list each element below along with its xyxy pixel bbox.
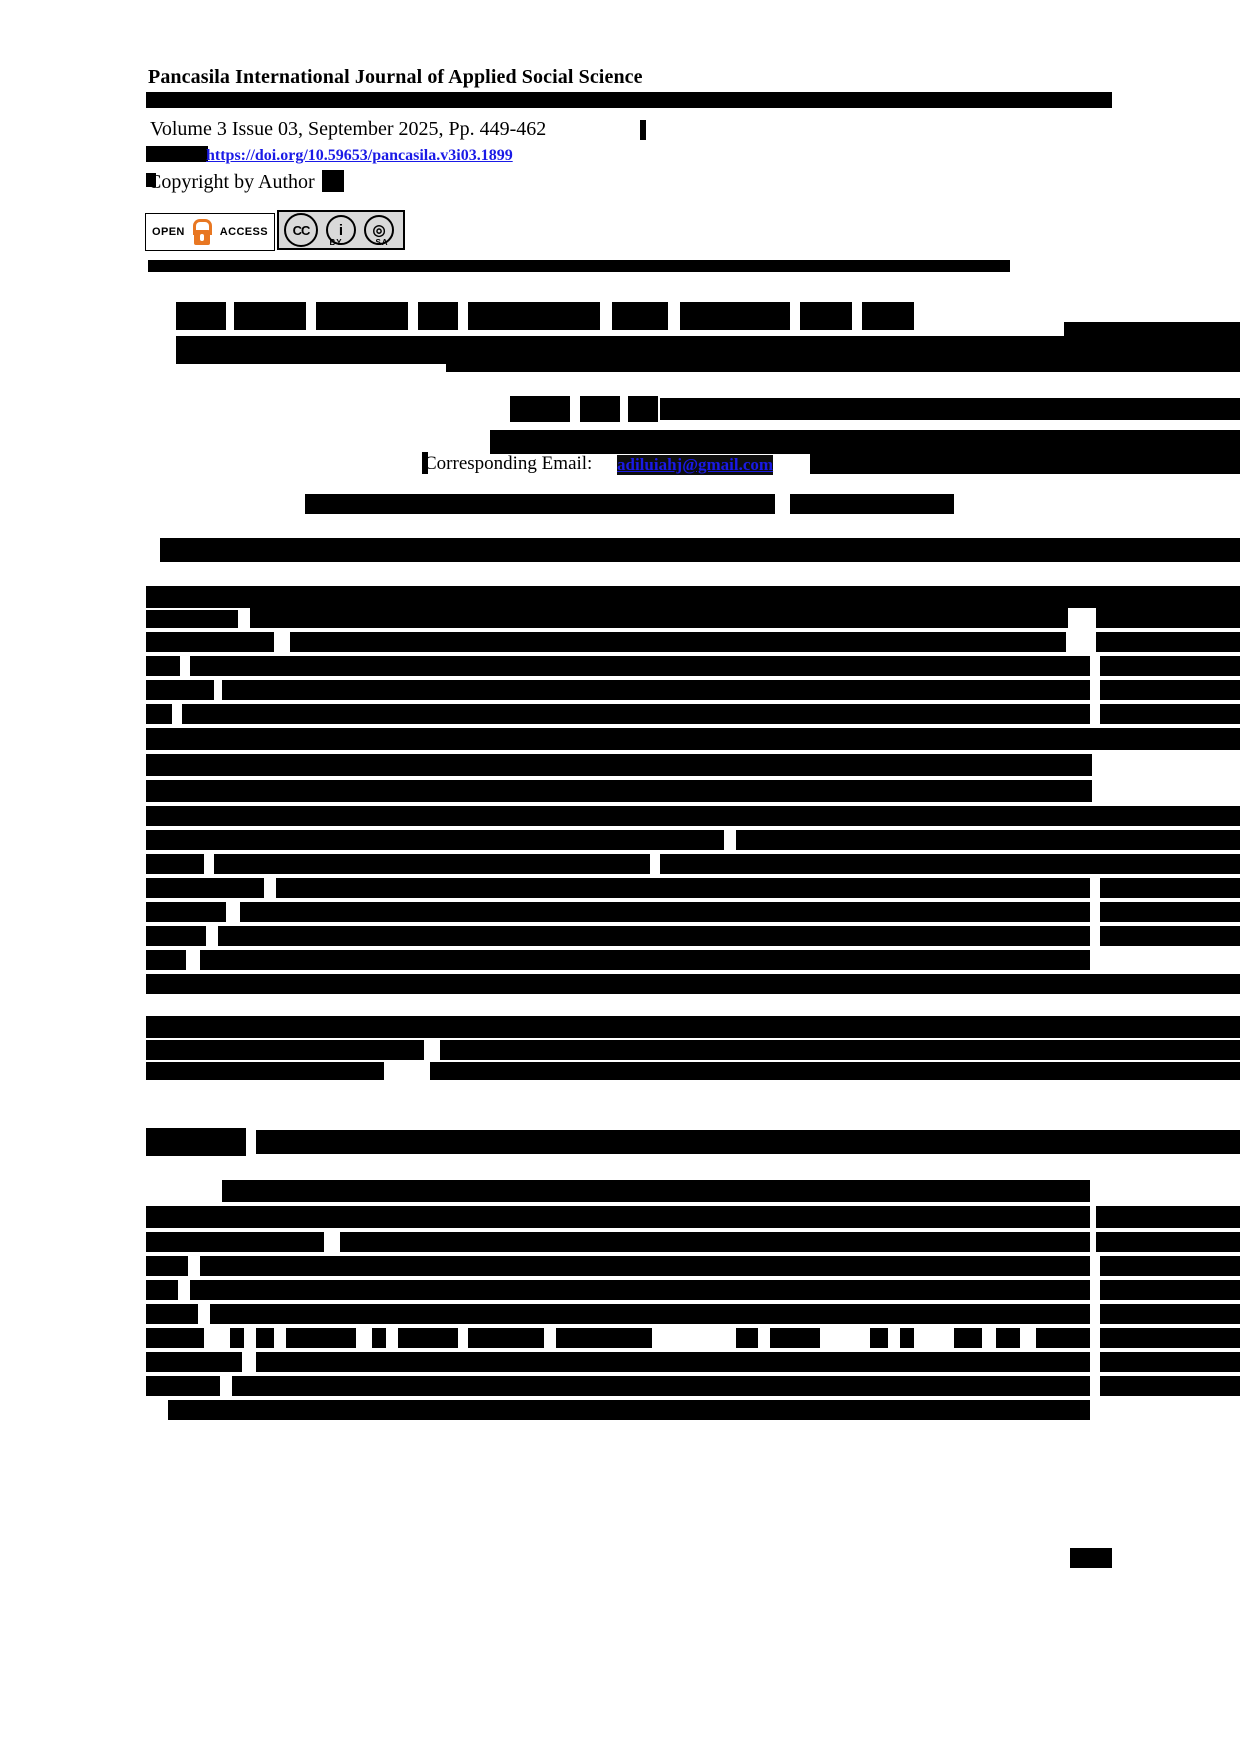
abstract-line xyxy=(250,608,1068,628)
abstract-line xyxy=(146,806,1240,826)
body-line xyxy=(340,1232,1090,1252)
abstract-line xyxy=(146,854,204,874)
body-line xyxy=(556,1328,652,1348)
abstract-line xyxy=(146,610,238,628)
author-redaction xyxy=(580,396,620,422)
body-line xyxy=(372,1328,386,1348)
abstract-line xyxy=(1100,926,1240,946)
body-line xyxy=(1100,1304,1240,1324)
copyright-line: Copyright by Author xyxy=(148,171,315,193)
cc-labels xyxy=(313,238,405,247)
copyright-end-mark xyxy=(322,170,344,192)
body-line xyxy=(256,1352,1090,1372)
journal-title: Pancasila International Journal of Applied Social Science xyxy=(148,66,643,88)
body-line xyxy=(200,1256,1090,1276)
title-redaction xyxy=(176,336,446,364)
open-access-label-right: ACCESS xyxy=(219,226,268,238)
title-redaction xyxy=(468,302,600,330)
abstract-line xyxy=(222,680,1090,700)
header-rule-top xyxy=(146,92,1112,108)
body-line xyxy=(146,1280,178,1300)
body-line xyxy=(146,1352,242,1372)
body-line xyxy=(146,1328,204,1348)
cc-mark-icon: CC xyxy=(284,213,318,247)
body-line xyxy=(770,1328,820,1348)
title-redaction xyxy=(680,302,790,330)
body-line xyxy=(222,1180,1090,1202)
abstract-line xyxy=(218,926,1090,946)
abstract-line xyxy=(146,754,1092,776)
body-line xyxy=(870,1328,888,1348)
abstract-line xyxy=(214,854,650,874)
body-line xyxy=(146,1304,198,1324)
body-line xyxy=(146,1256,188,1276)
abstract-line xyxy=(146,902,226,922)
dates-redaction xyxy=(790,494,954,514)
title-redaction xyxy=(316,302,408,330)
body-line xyxy=(286,1328,356,1348)
body-line xyxy=(1100,1352,1240,1372)
open-lock-icon xyxy=(192,219,212,245)
abstract-line xyxy=(1100,656,1240,676)
abstract-line xyxy=(146,586,1240,608)
abstract-line xyxy=(200,950,1090,970)
abstract-line xyxy=(290,632,1066,652)
body-line xyxy=(1096,1232,1240,1252)
body-line xyxy=(468,1328,544,1348)
body-line xyxy=(398,1328,458,1348)
abstract-line xyxy=(1100,878,1240,898)
cc-sa-label: SA xyxy=(375,238,389,247)
author-redaction xyxy=(510,396,570,422)
abstract-line xyxy=(1100,902,1240,922)
abstract-line xyxy=(146,830,724,850)
corresponding-email-redaction xyxy=(810,452,1240,474)
author-redaction xyxy=(628,396,658,422)
abstract-line xyxy=(146,950,186,970)
cc-by-icon: i xyxy=(326,215,356,245)
corresponding-email-label: Corresponding Email: xyxy=(424,453,593,474)
header-rule-bottom xyxy=(148,260,1010,272)
keywords-line xyxy=(430,1062,1240,1080)
open-access-label-left: OPEN xyxy=(152,226,185,238)
doi-link[interactable]: https://doi.org/10.59653/pancasila.v3i03.1899 xyxy=(206,147,513,164)
cc-by-label: BY xyxy=(329,238,343,247)
cc-sa-icon: ◎ xyxy=(364,215,394,245)
abstract-heading-redaction xyxy=(160,538,1240,562)
abstract-line xyxy=(146,878,264,898)
abstract-line xyxy=(146,780,1092,802)
abstract-line xyxy=(1096,608,1240,628)
page-number-redaction xyxy=(1070,1548,1112,1568)
body-line xyxy=(146,1232,324,1252)
abstract-line xyxy=(146,632,274,652)
abstract-line xyxy=(146,680,214,700)
author-redaction xyxy=(660,398,1240,420)
body-line xyxy=(146,1206,1090,1228)
corresponding-email-link[interactable]: adiluiahj@gmail.com xyxy=(617,455,774,474)
abstract-line xyxy=(736,830,1240,850)
abstract-line xyxy=(182,704,1090,724)
body-line xyxy=(1100,1256,1240,1276)
title-redaction xyxy=(612,302,668,330)
abstract-line xyxy=(146,974,1240,994)
body-line xyxy=(954,1328,982,1348)
body-line xyxy=(1100,1376,1240,1396)
affiliation-redaction xyxy=(490,430,1240,454)
section-heading-redaction xyxy=(256,1130,1240,1154)
abstract-line xyxy=(276,878,1090,898)
body-line xyxy=(232,1376,1090,1396)
open-access-badge xyxy=(145,213,275,251)
body-line xyxy=(146,1376,220,1396)
body-line xyxy=(1100,1280,1240,1300)
abstract-line xyxy=(1100,704,1240,724)
title-redaction xyxy=(800,302,852,330)
body-line xyxy=(210,1304,1090,1324)
body-line xyxy=(190,1280,1090,1300)
body-line xyxy=(1100,1328,1240,1348)
keywords-line xyxy=(146,1062,384,1080)
body-line xyxy=(996,1328,1020,1348)
body-line xyxy=(900,1328,914,1348)
abstract-line xyxy=(146,656,180,676)
abstract-line xyxy=(660,854,1240,874)
abstract-line xyxy=(1096,632,1240,652)
abstract-line xyxy=(190,656,1090,676)
body-line xyxy=(168,1400,1090,1420)
dates-redaction xyxy=(305,494,775,514)
title-redaction xyxy=(176,302,226,330)
body-line xyxy=(736,1328,758,1348)
volume-line-end-mark xyxy=(640,120,646,140)
body-line xyxy=(1036,1328,1090,1348)
keywords-line xyxy=(146,1040,424,1060)
keywords-line xyxy=(440,1040,1240,1060)
volume-issue-line: Volume 3 Issue 03, September 2025, Pp. 449-462 xyxy=(150,118,547,140)
doi-rule xyxy=(146,146,208,162)
title-redaction xyxy=(1064,322,1240,344)
section-heading-redaction xyxy=(146,1128,246,1156)
body-line xyxy=(230,1328,244,1348)
body-line xyxy=(1096,1206,1240,1228)
title-redaction xyxy=(234,302,306,330)
body-line xyxy=(256,1328,274,1348)
abstract-line xyxy=(240,902,1090,922)
keywords-line xyxy=(146,1016,1240,1038)
title-redaction xyxy=(862,302,914,330)
abstract-line xyxy=(1100,680,1240,700)
abstract-line xyxy=(146,728,1240,750)
abstract-line xyxy=(146,926,206,946)
title-redaction xyxy=(418,302,458,330)
abstract-line xyxy=(146,704,172,724)
